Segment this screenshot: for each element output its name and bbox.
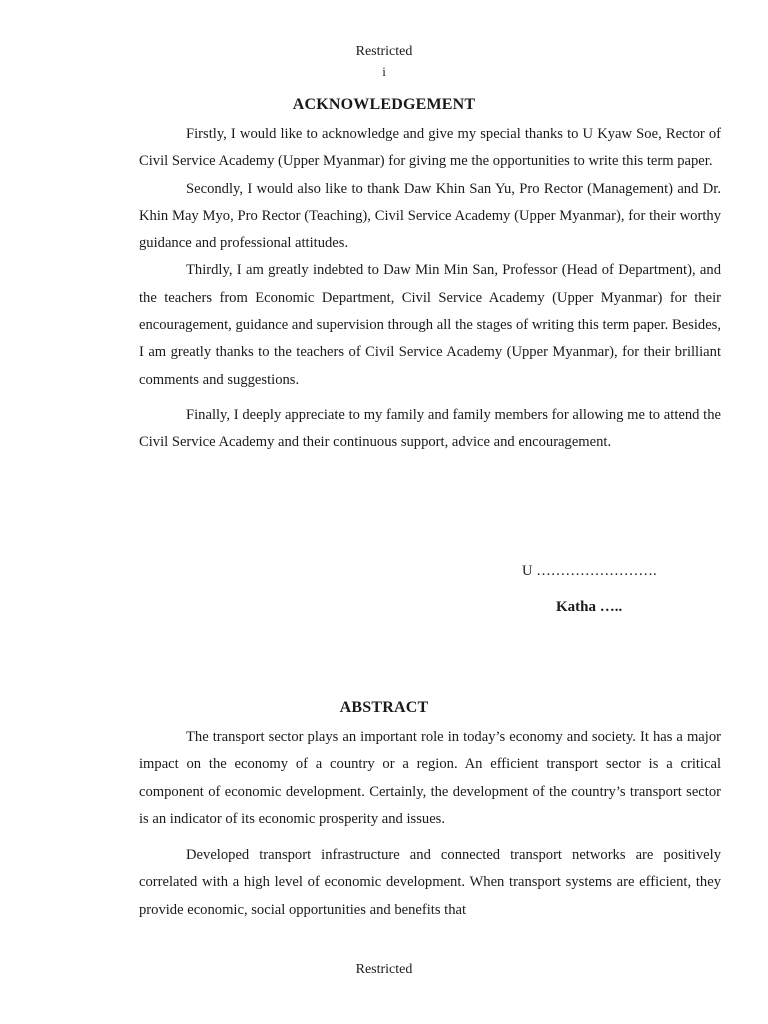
header-classification: Restricted [355,44,413,59]
page-number: i [382,64,386,79]
footer-classification: Restricted [355,962,413,977]
acknowledgement-body [139,121,721,457]
acknowledgement-paragraph-4: Finally, I deeply appreciate to my family and family members for allowing me to attend the Civil Service Academy and their continuous support, advice and encouragement. [139,406,721,451]
abstract-title: ABSTRACT [339,699,429,716]
acknowledgement-paragraph-1: Firstly, I would like to acknowledge and give my special thanks to U Kyaw Soe, Rector of Civil Service Academy (Upper Myanmar) for giving me the opportunities to write this term paper. [139,126,721,170]
acknowledgement-title: ACKNOWLEDGEMENT [292,96,476,113]
acknowledgement-paragraph-3: Thirdly, I am greatly indebted to Daw Min Min San, Professor (Head of Department), and the teachers from Economic Department, Civil Service Academy (Upper Myanmar) for their encouragement, guidance and supervision through all the stages of writing this term paper. Besides, I am greatly thanks to the teachers of Civil Service Academy (Upper Myanmar), for their brilliant comments and suggestions. [139,262,721,388]
abstract-paragraph-2: Developed transport infrastructure and connected transport networks are positively correlated with a high level of economic development. When transport systems are efficient, they provide economic, social opportunities and benefits that [139,847,721,918]
acknowledgement-paragraph-2: Secondly, I would also like to thank Daw Khin San Yu, Pro Rector (Management) and Dr. Khin May Myo, Pro Rector (Teaching), Civil Service Academy (Upper Myanmar), for their worthy guidance and professional attitudes. [139,180,721,252]
abstract-body [139,724,721,924]
signature-line: U ……………………. [522,563,657,579]
signature-name: Katha ….. [556,599,623,615]
abstract-paragraph-1: The transport sector plays an important role in today’s economy and society. It has a major impact on the economy of a country or a region. An efficient transport sector is a critical component of economic development. Certainly, the development of the country’s transport sector is an indicator of its economic prosperity and issues. [139,729,721,827]
